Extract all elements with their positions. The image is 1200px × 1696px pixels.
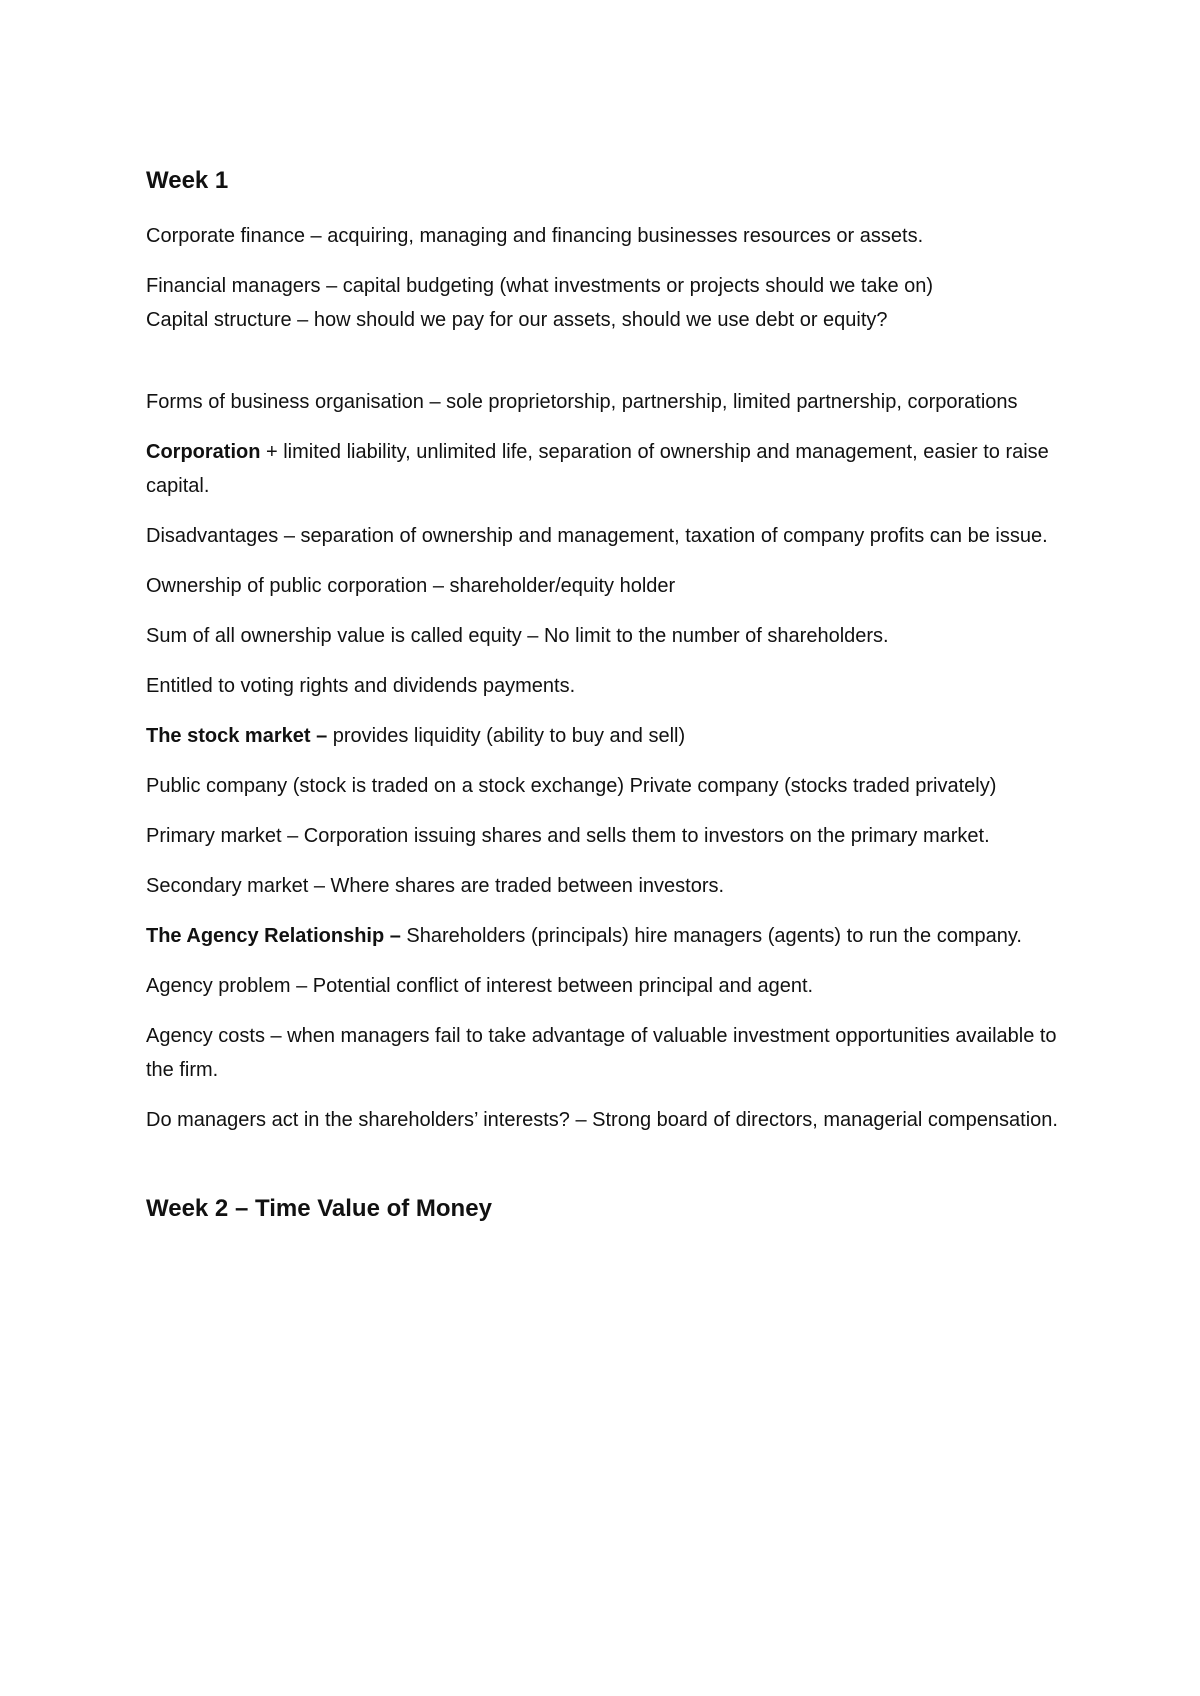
agency-relationship-text: Shareholders (principals) hire managers (agents) to run the company. (400, 925, 1022, 947)
paragraph-forms-of-business: Forms of business organisation – sole proprietorship, partnership, limited partnership, corporations (146, 391, 1018, 413)
paragraph-managers-interests: Do managers act in the shareholders’ interests? – Strong board of directors, managerial compensation. (146, 1109, 1058, 1131)
corporation-text: + limited liability, unlimited life, separation of ownership and management, easier to raise capital. (146, 441, 1049, 497)
term-corporation: Corporation (146, 441, 261, 463)
paragraph-equity: Sum of all ownership value is called equity – No limit to the number of shareholders. (146, 625, 889, 647)
paragraph-public-private-company: Public company (stock is traded on a stock exchange) Private company (stocks traded privately) (146, 775, 997, 797)
paragraph-capital-structure: Capital structure – how should we pay for our assets, should we use debt or equity? (146, 309, 888, 331)
stock-market-text: provides liquidity (ability to buy and sell) (327, 725, 686, 747)
paragraph-ownership: Ownership of public corporation – shareholder/equity holder (146, 575, 676, 597)
week2-heading: Week 2 – Time Value of Money (146, 1195, 492, 1222)
term-stock-market: The stock market – (146, 725, 328, 747)
paragraph-agency-relationship (146, 919, 1076, 953)
document-body (146, 165, 1076, 1225)
paragraph-disadvantages: Disadvantages – separation of ownership and management, taxation of company profits can be issue. (146, 525, 1048, 547)
paragraph-agency-problem: Agency problem – Potential conflict of interest between principal and agent. (146, 975, 814, 997)
paragraph-voting-rights: Entitled to voting rights and dividends payments. (146, 675, 576, 697)
paragraph-corporation (146, 435, 1076, 503)
paragraph-stock-market (146, 719, 1076, 753)
paragraph-corporate-finance: Corporate finance – acquiring, managing and financing businesses resources or assets. (146, 225, 924, 247)
week1-heading: Week 1 (146, 167, 229, 194)
paragraph-secondary-market: Secondary market – Where shares are traded between investors. (146, 875, 725, 897)
term-agency-relationship: The Agency Relationship – (146, 925, 401, 947)
paragraph-agency-costs: Agency costs – when managers fail to take advantage of valuable investment opportunities available to the firm. (146, 1025, 1057, 1081)
paragraph-primary-market: Primary market – Corporation issuing shares and sells them to investors on the primary market. (146, 825, 990, 847)
paragraph-financial-managers: Financial managers – capital budgeting (what investments or projects should we take on) (146, 275, 934, 297)
